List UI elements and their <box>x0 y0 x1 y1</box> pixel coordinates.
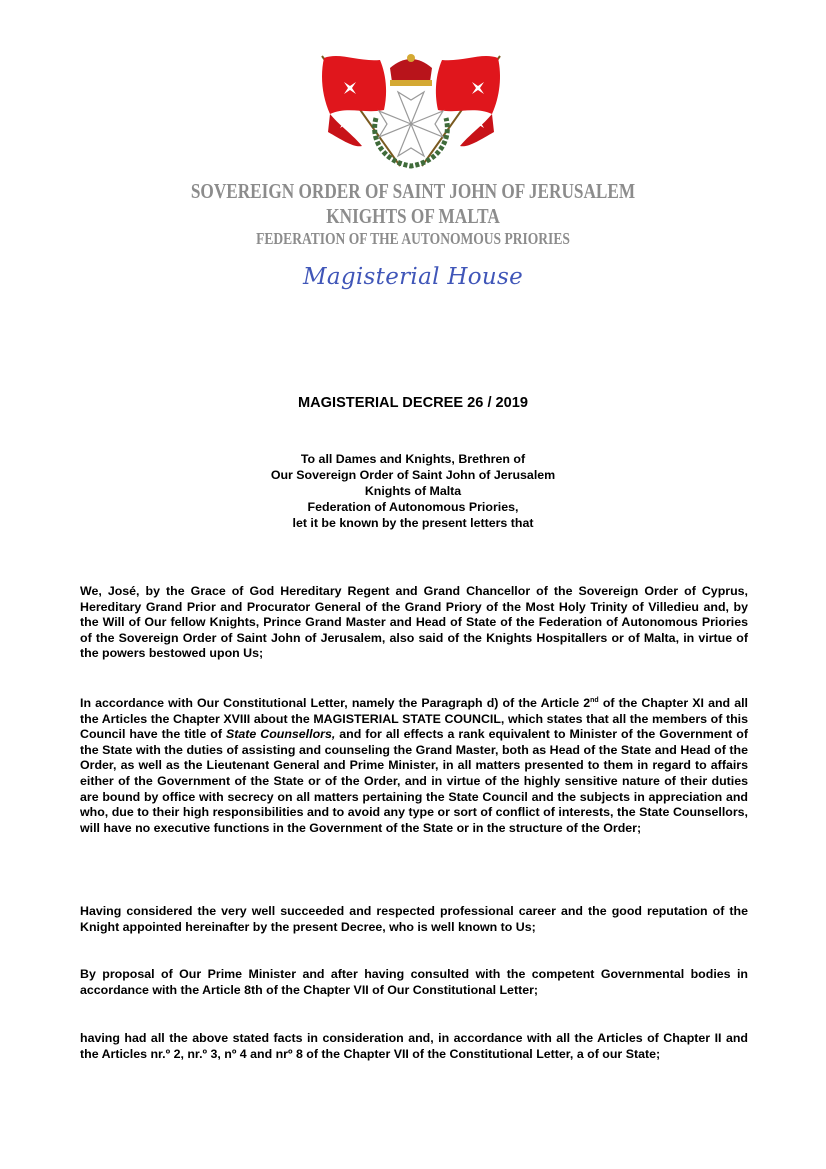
magisterial-house-script: Magisterial House <box>303 264 523 290</box>
ordinal-suffix: nd <box>590 696 599 704</box>
paragraph-proposal: By proposal of Our Prime Minister and after having consulted with the competent Governmental bodies in accordance with the Article 8th of the Chapter VII of Our Constitutional Letter; <box>80 967 748 997</box>
paragraph-text: In accordance with Our Constitutional Letter, namely the Paragraph d) of the Article 2 <box>80 696 591 710</box>
paragraph-career: Having considered the very well succeeded and respected professional career and the good reputation of the Knight appointed hereinafter by the present Decree, who is well known to Us; <box>80 904 748 934</box>
address-line: To all Dames and Knights, Brethren of <box>300 452 526 466</box>
decree-title: MAGISTERIAL DECREE 26 / 2019 <box>297 395 529 411</box>
org-name-line2: KNIGHTS OF MALTA <box>326 204 500 228</box>
maltese-cross-crest-icon <box>300 48 522 172</box>
emphasis-text: State Counsellors, <box>225 727 336 742</box>
address-line: let it be known by the present letters that <box>292 516 534 530</box>
address-line: Federation of Autonomous Priories, <box>307 500 519 514</box>
paragraph-text: and for all effects a rank equivalent to Minister of the Government of the State with the duties of assisting and counseling the Grand Master, both as Head of the State and Head of the Order, as well as the Lieutenant General and Prime Minister, in all matters presented to them in regard to affairs either of the Government of the State or of the Order, and in virtue of the highly sensitive nature of their duties are bound by office with secrecy on all matters pertaining the State Council and the subjects in appreciation and who, due to their high responsibilities and to avoid any type or sort of conflict of interests, the State Counsellors, will have no executive functions in the Government of the State or in the structure of the Order; <box>80 727 748 835</box>
paragraph-constitutional <box>80 696 748 836</box>
address-line: Knights of Malta <box>364 484 462 498</box>
paragraph-preamble: We, José, by the Grace of God Hereditary Regent and Grand Chancellor of the Sovereign Order of Cyprus, Hereditary Grand Prior and Procurator General of the Grand Priory of the Most Holy Trinity of Villedieu and, by the Will of Our fellow Knights, Prince Grand Master and Head of State of the Federation of Autonomous Priories of the Sovereign Order of Saint John of Jerusalem, also said of the Knights Hospitallers or of Malta, in virtue of the powers bestowed upon Us; <box>80 584 748 661</box>
paragraph-text: of the Chapter XI and all the Articles the Chapter XVIII about the MAGISTERIAL STATE COUNCIL, which states that all the members of this Council have the title of <box>80 696 748 742</box>
org-name-line3: FEDERATION OF THE AUTONOMOUS PRIORIES <box>256 229 570 248</box>
org-name-line1: SOVEREIGN ORDER OF SAINT JOHN OF JERUSALEM <box>190 179 636 203</box>
paragraph-consideration: having had all the above stated facts in consideration and, in accordance with all the Articles of Chapter II and the Articles nr.º 2, nr.º 3, nº 4 and nrº 8 of the Chapter VII of the Constitutional Letter, a of our State; <box>80 1031 748 1061</box>
address-line: Our Sovereign Order of Saint John of Jerusalem <box>270 468 556 482</box>
address-block <box>0 451 826 531</box>
